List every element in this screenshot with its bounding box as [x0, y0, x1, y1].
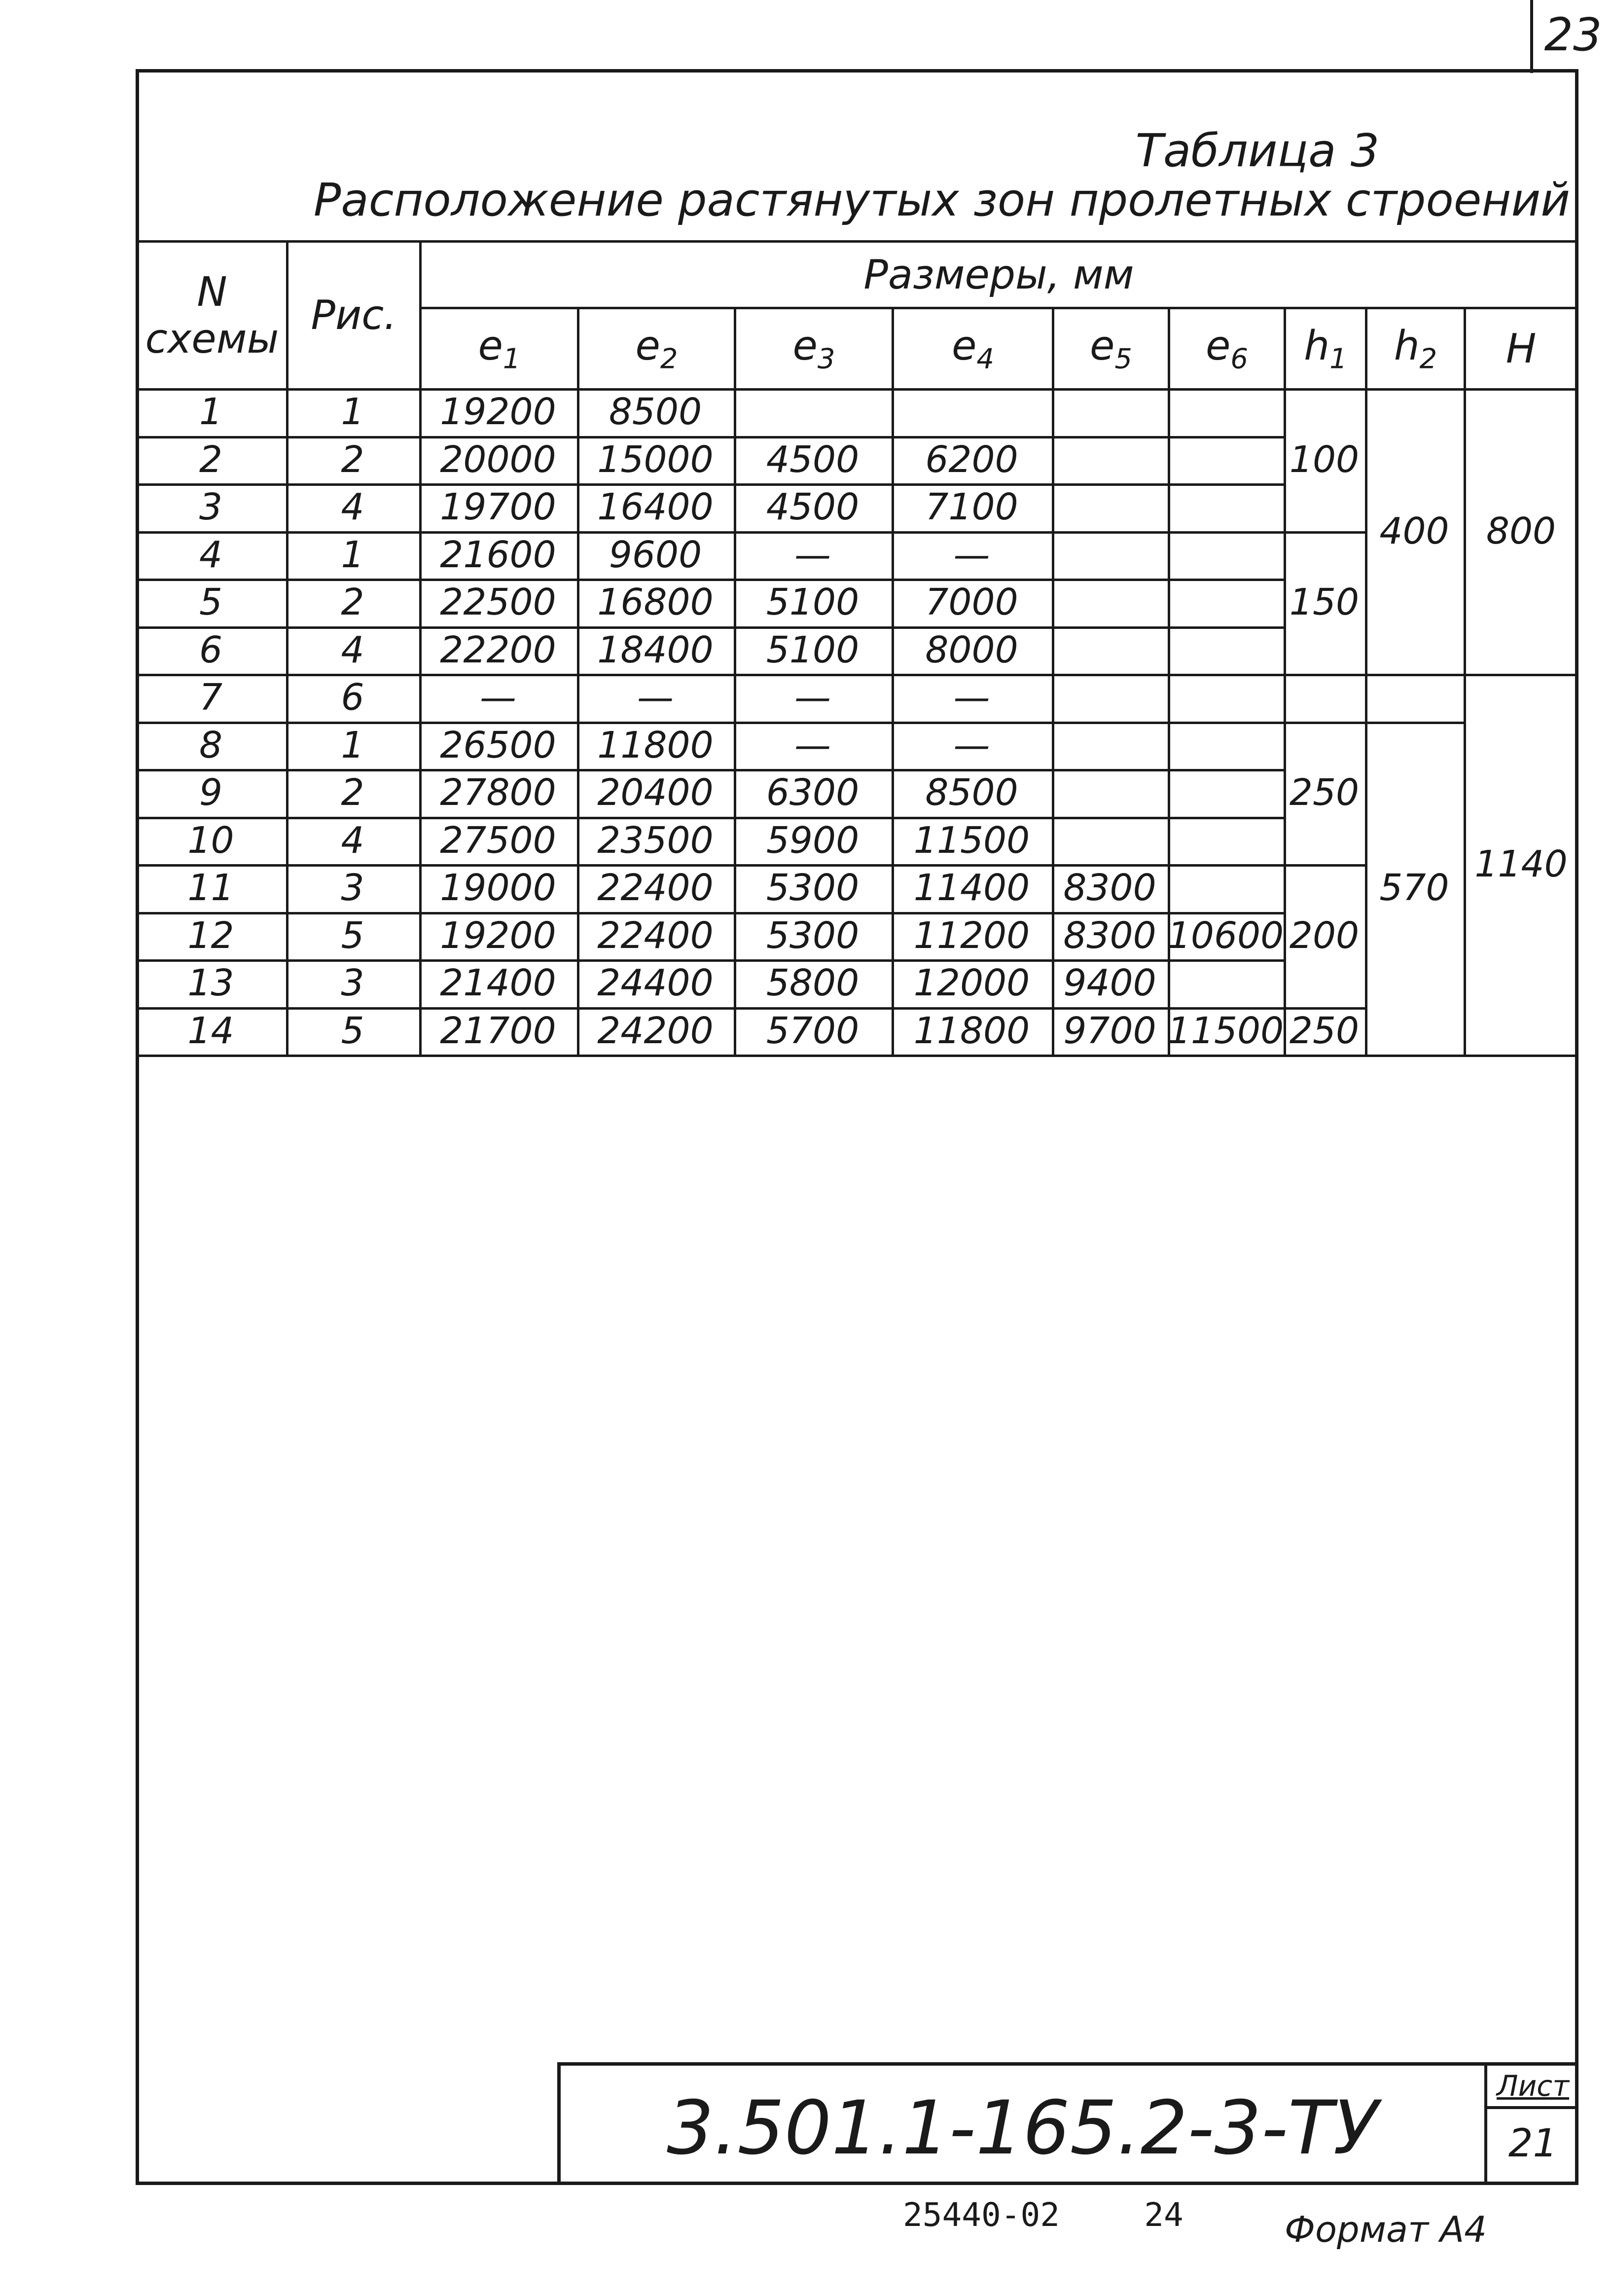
header-dim-subscript: 1 — [1329, 343, 1347, 375]
cell-fig: 1 — [341, 724, 364, 766]
cell-e2: 16400 — [597, 486, 714, 529]
cell-e3: 4500 — [766, 486, 860, 529]
format-label: Формат А4 — [1284, 2209, 1487, 2250]
cell-e1: 19200 — [440, 391, 556, 434]
header-dim-base: h — [1304, 322, 1330, 369]
cell-n: 14 — [187, 1009, 234, 1052]
header-dim-e6 — [1169, 308, 1285, 390]
cell-e4: — — [953, 533, 990, 576]
cell-h1-merged: 150 — [1289, 581, 1360, 624]
cell-fig: 5 — [341, 914, 364, 957]
cell-e4: 7100 — [925, 486, 1018, 529]
header-dim-e1 — [421, 308, 578, 390]
cell-fig: 4 — [341, 628, 364, 671]
h2-merge-line — [1365, 1055, 1464, 1057]
header-figure: Рис. — [287, 242, 421, 390]
cell-e1: 21400 — [440, 962, 556, 1005]
header-scheme-number — [137, 242, 287, 390]
cell-n: 11 — [187, 867, 234, 910]
cell-fig: 2 — [341, 581, 364, 624]
cell-e4: 11400 — [913, 867, 1030, 910]
cell-e4: — — [953, 676, 990, 719]
cell-e1: 19200 — [440, 914, 556, 957]
cell-e3: 4500 — [766, 438, 860, 481]
cell-h1-merged: 200 — [1289, 914, 1360, 957]
header-dim-e4 — [893, 308, 1053, 390]
cell-e2: 11800 — [597, 724, 714, 766]
cell-n: 2 — [199, 438, 223, 481]
cell-e4: 11200 — [913, 914, 1030, 957]
title-block-top-border — [557, 2062, 1578, 2066]
cell-n: 10 — [187, 819, 234, 862]
cell-e1: 19700 — [440, 486, 556, 529]
header-dim-h2 — [1366, 308, 1465, 390]
cell-e1: 26500 — [440, 724, 556, 766]
table-label: Таблица 3 — [1135, 124, 1380, 177]
cell-fig: 3 — [341, 867, 364, 910]
cell-e2: 22400 — [597, 914, 714, 957]
cell-e3: 5800 — [766, 962, 860, 1005]
cell-h2-merged: 570 — [1379, 867, 1449, 910]
h1-merge-line — [1284, 674, 1365, 676]
cell-e1: 20000 — [440, 438, 556, 481]
header-dim-subscript: 1 — [502, 343, 521, 375]
cell-e4: 8000 — [925, 628, 1018, 671]
cell-e3: 6300 — [766, 771, 860, 814]
cell-h1-merged: 250 — [1289, 771, 1360, 814]
cell-n: 8 — [199, 724, 223, 766]
header-dim-subscript: 3 — [817, 343, 835, 375]
table-row-line — [136, 1055, 1284, 1057]
header-dim-subscript: 5 — [1114, 343, 1133, 375]
cell-H-merged: 800 — [1486, 510, 1556, 552]
cell-h2-merged: 400 — [1379, 510, 1449, 552]
dimensions-table — [136, 240, 1578, 391]
cell-e3: 5100 — [766, 628, 860, 671]
cell-e4: 12000 — [913, 962, 1030, 1005]
cell-fig: 5 — [341, 1009, 364, 1052]
cell-n: 13 — [187, 962, 234, 1005]
cell-e3: 5300 — [766, 914, 860, 957]
cell-e2: — — [637, 676, 674, 719]
cell-e3: 5900 — [766, 819, 860, 862]
header-dim-base: e — [1089, 322, 1115, 369]
cell-e2: 16800 — [597, 581, 714, 624]
cell-fig: 4 — [341, 819, 364, 862]
header-dim-base: e — [635, 322, 660, 369]
cell-n: 6 — [199, 628, 223, 671]
sheet-number: 21 — [1508, 2121, 1558, 2166]
cell-n: 5 — [199, 581, 223, 624]
cell-e3: — — [794, 724, 831, 766]
cell-fig: 2 — [341, 771, 364, 814]
header-scheme-line1: N — [197, 268, 227, 316]
cell-e3: — — [794, 676, 831, 719]
inventory-number: 25440-02 — [903, 2195, 1060, 2234]
header-dim-base: e — [478, 322, 503, 369]
cell-n: 7 — [199, 676, 223, 719]
header-dim-e5 — [1053, 308, 1169, 390]
cell-n: 3 — [199, 486, 223, 529]
h2-merge-line — [1365, 674, 1464, 676]
document-designation: 3.501.1-165.2-3-ТУ — [667, 2085, 1378, 2171]
cell-fig: 4 — [341, 486, 364, 529]
header-dim-e2 — [578, 308, 735, 390]
corner-box-left-border — [1530, 0, 1533, 73]
header-dim-base: e — [792, 322, 818, 369]
cell-n: 12 — [187, 914, 234, 957]
cell-e3: — — [794, 533, 831, 576]
cell-e1: 27800 — [440, 771, 556, 814]
header-dimensions-group: Размеры, мм — [421, 242, 1577, 308]
cell-e2: 22400 — [597, 867, 714, 910]
cell-e4: 7000 — [925, 581, 1018, 624]
cell-e1: 21700 — [440, 1009, 556, 1052]
header-dim-base: e — [1205, 322, 1231, 369]
h1-merge-line — [1284, 1055, 1365, 1057]
cell-e4: 11800 — [913, 1009, 1030, 1052]
cell-n: 9 — [199, 771, 223, 814]
table-title: Расположение растянутых зон пролетных строений — [313, 173, 1571, 226]
cell-e5: 8300 — [1063, 914, 1156, 957]
title-block-left-border — [557, 2062, 561, 2185]
header-dim-h1 — [1285, 308, 1366, 390]
header-dim-subscript: 2 — [1419, 343, 1437, 375]
header-dim-H — [1465, 308, 1577, 390]
cell-e4: 8500 — [925, 771, 1018, 814]
cell-H-merged: 1140 — [1474, 843, 1568, 885]
cell-fig: 1 — [341, 533, 364, 576]
cell-n: 4 — [199, 533, 223, 576]
cell-e1: 22500 — [440, 581, 556, 624]
cell-e3: 5300 — [766, 867, 860, 910]
cell-e2: 9600 — [609, 533, 702, 576]
cell-fig: 3 — [341, 962, 364, 1005]
cell-n: 1 — [199, 391, 223, 434]
cell-e5: 9400 — [1063, 962, 1156, 1005]
cell-e1: — — [480, 676, 516, 719]
header-dim-base: e — [951, 322, 977, 369]
cell-e4: — — [953, 724, 990, 766]
cell-e2: 20400 — [597, 771, 714, 814]
cell-e1: 22200 — [440, 628, 556, 671]
cell-e2: 23500 — [597, 819, 714, 862]
cell-e2: 18400 — [597, 628, 714, 671]
copy-number: 24 — [1144, 2195, 1183, 2234]
cell-fig: 2 — [341, 438, 364, 481]
header-dim-base: h — [1394, 322, 1420, 369]
cell-e2: 24200 — [597, 1009, 714, 1052]
cell-e1: 19000 — [440, 867, 556, 910]
cell-e2: 15000 — [597, 438, 714, 481]
header-dim-e3 — [735, 308, 893, 390]
cell-fig: 1 — [341, 391, 364, 434]
cell-e6: 10600 — [1167, 914, 1284, 957]
cell-h1-merged: 250 — [1289, 1009, 1360, 1052]
cell-e1: 21600 — [440, 533, 556, 576]
cell-e2: 8500 — [609, 391, 702, 434]
header-scheme-line2: схемы — [145, 315, 279, 363]
cell-e3: 5700 — [766, 1009, 860, 1052]
cell-e3: 5100 — [766, 581, 860, 624]
H-merge-line — [1464, 1055, 1578, 1057]
cell-e5: 9700 — [1063, 1009, 1156, 1052]
cell-fig: 6 — [341, 676, 364, 719]
corner-page-number: 23 — [1544, 8, 1602, 61]
header-dim-subscript: 2 — [660, 343, 678, 375]
cell-h1-merged: 100 — [1289, 438, 1360, 481]
cell-e4: 6200 — [925, 438, 1018, 481]
cell-e1: 27500 — [440, 819, 556, 862]
cell-e5: 8300 — [1063, 867, 1156, 910]
cell-e4: 11500 — [913, 819, 1030, 862]
cell-e2: 24400 — [597, 962, 714, 1005]
header-dim-subscript: 4 — [976, 343, 995, 375]
header-dim-base: H — [1505, 325, 1537, 372]
header-dim-subscript: 6 — [1230, 343, 1249, 375]
cell-e6: 11500 — [1167, 1009, 1284, 1052]
sheet-label: Лист — [1497, 2069, 1569, 2103]
